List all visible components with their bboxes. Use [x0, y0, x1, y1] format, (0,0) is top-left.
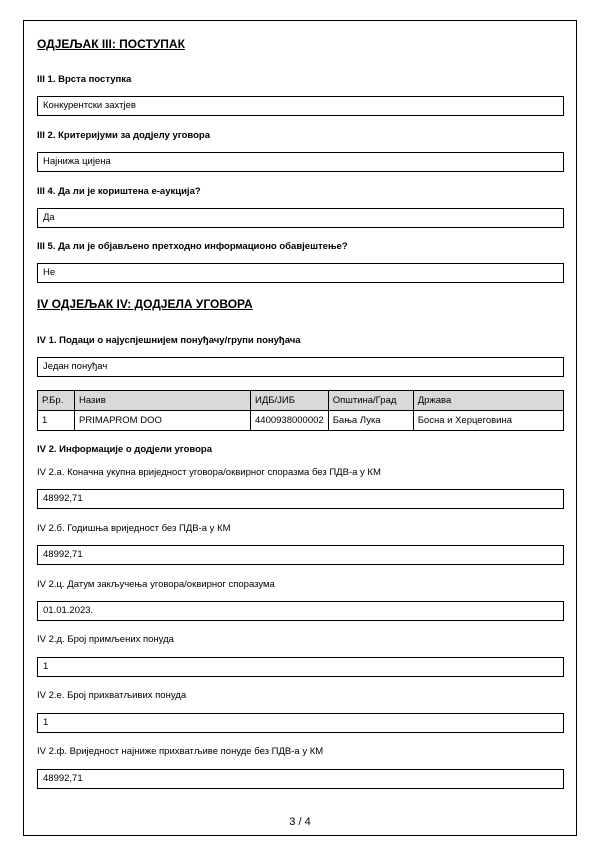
header-cell-id: ИДБ/ЈИБ — [251, 391, 329, 411]
prior-notice-field: Не — [37, 263, 564, 283]
procedure-type-label: III 1. Врста поступка — [37, 74, 132, 85]
table-row — [38, 411, 564, 431]
cell-id: 4400938000002 — [251, 411, 329, 431]
lowest-bid-label: IV 2.ф. Вриједност најниже прихватљиве понуде без ПДВ-а у КМ — [37, 746, 324, 757]
e-auction-label: III 4. Да ли је кориштена е-аукција? — [37, 186, 201, 197]
e-auction-field: Да — [37, 208, 564, 228]
annual-value-field: 48992,71 — [37, 545, 564, 565]
header-cell-number: Р.Бр. — [38, 391, 75, 411]
contract-date-field: 01.01.2023. — [37, 601, 564, 621]
page-number: 3 / 4 — [289, 816, 311, 828]
header-cell-name: Назив — [75, 391, 251, 411]
annual-value-label: IV 2.б. Годишња вриједност без ПДВ-а у КМ — [37, 523, 231, 534]
final-value-field: 48992,71 — [37, 489, 564, 509]
cell-country: Босна и Херцеговина — [413, 411, 563, 431]
received-bids-field: 1 — [37, 657, 564, 677]
award-criteria-field: Најнижа цијена — [37, 152, 564, 172]
acceptable-bids-label: IV 2.е. Број прихватљивих понуда — [37, 690, 187, 701]
cell-number: 1 — [38, 411, 75, 431]
award-info-label: IV 2. Информације о додјели уговора — [37, 444, 212, 455]
header-cell-municipality: Општина/Град — [328, 391, 413, 411]
received-bids-label: IV 2.д. Број примљених понуда — [37, 634, 174, 645]
cell-municipality: Бања Лука — [328, 411, 413, 431]
procedure-type-field: Конкурентски захтјев — [37, 96, 564, 116]
acceptable-bids-field: 1 — [37, 713, 564, 733]
contract-date-label: IV 2.ц. Датум закључења уговора/оквирног споразума — [37, 579, 275, 590]
section-4-title: IV ОДЈЕЉАК IV: ДОДЈЕЛА УГОВОРА — [37, 297, 253, 311]
cell-name: PRIMAPROM DOO — [75, 411, 251, 431]
bidder-table — [37, 390, 564, 431]
best-bidder-field: Један понуђач — [37, 357, 564, 377]
table-header-row — [38, 391, 564, 411]
section-3-title: ОДЈЕЉАК III: ПОСТУПАК — [37, 37, 185, 51]
prior-notice-label: III 5. Да ли је објављено претходно информационо обавјештење? — [37, 241, 348, 252]
final-value-label: IV 2.а. Коначна укупна вриједност уговора/оквирног споразма без ПДВ-а у КМ — [37, 467, 381, 478]
award-criteria-label: III 2. Критеријуми за додјелу уговора — [37, 130, 210, 141]
best-bidder-label: IV 1. Подаци о најуспјешнијем понуђачу/групи понуђача — [37, 335, 301, 346]
lowest-bid-field: 48992,71 — [37, 769, 564, 789]
header-cell-country: Држава — [413, 391, 563, 411]
